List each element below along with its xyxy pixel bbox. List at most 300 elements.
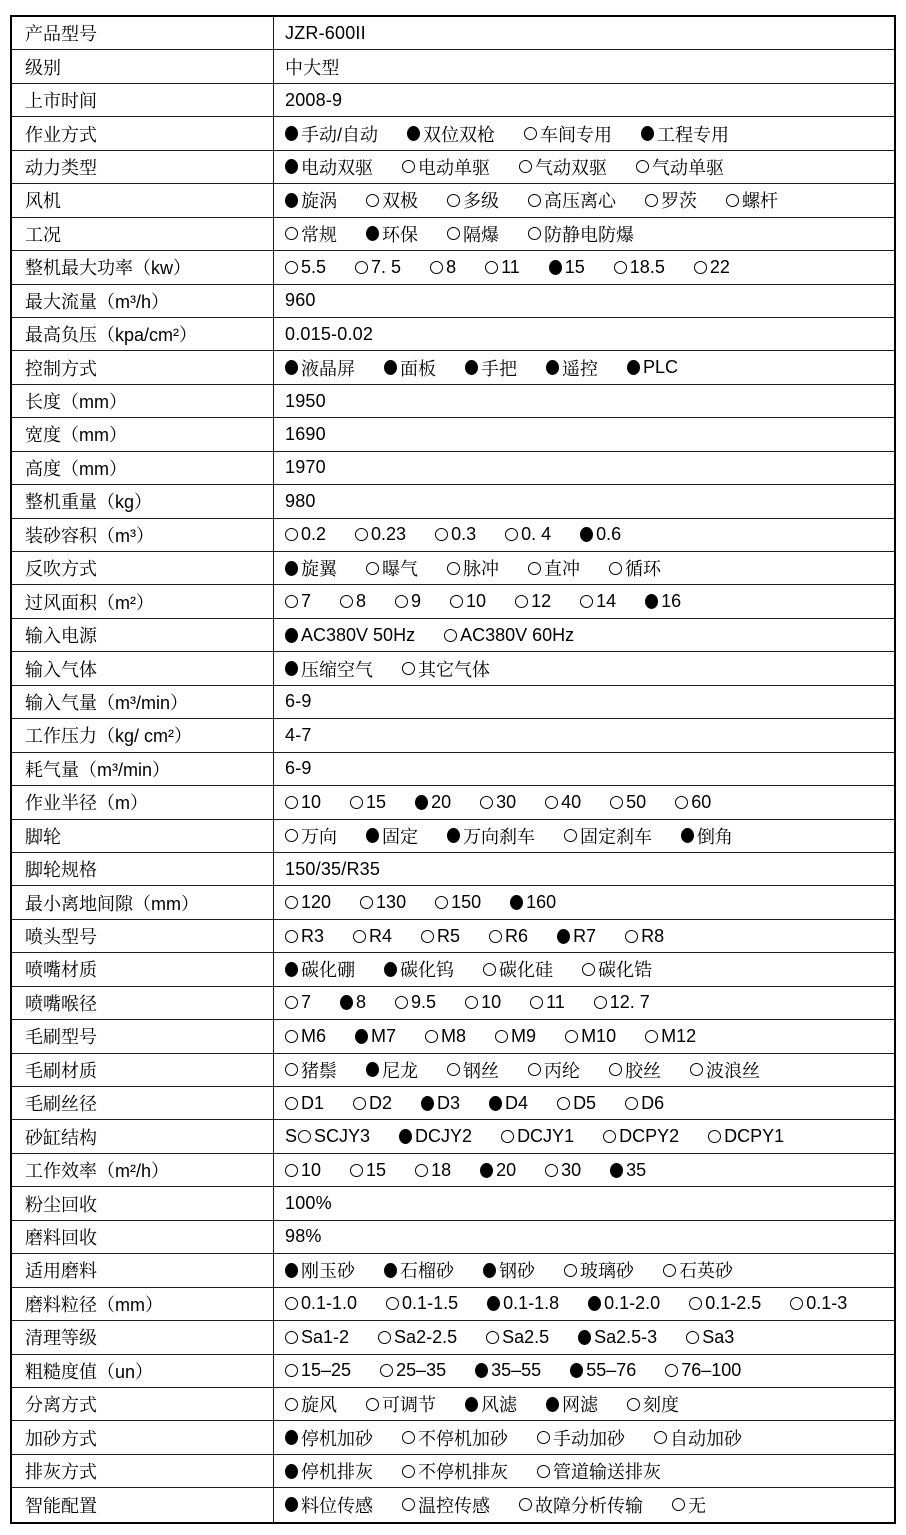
option-label: 20: [431, 791, 452, 812]
radio-unselected-icon: [450, 595, 463, 608]
spec-value-cell: [274, 886, 894, 918]
option-label: 故障分析传输: [535, 1495, 643, 1516]
radio-selected-icon: [407, 126, 420, 141]
radio-unselected-icon: [415, 1164, 428, 1177]
radio-selected-icon: [627, 360, 640, 375]
option-label: 刚玉砂: [301, 1261, 355, 1282]
spec-option: [384, 355, 436, 381]
option-label: 不停机加砂: [418, 1428, 508, 1449]
spec-option: [366, 221, 418, 247]
spec-option: [285, 524, 326, 545]
option-label: 手动加砂: [553, 1428, 625, 1449]
radio-unselected-icon: [395, 595, 408, 608]
table-row: [12, 17, 894, 50]
spec-label: 智能配置: [12, 1488, 274, 1521]
spec-option: [645, 1026, 696, 1047]
radio-unselected-icon: [447, 227, 460, 240]
spec-option: [435, 892, 481, 913]
radio-unselected-icon: [340, 595, 353, 608]
option-label: M7: [371, 1025, 397, 1046]
option-label: Sa2.5: [502, 1326, 550, 1347]
table-row: [12, 184, 894, 217]
radio-unselected-icon: [790, 1297, 803, 1310]
spec-option: [510, 892, 556, 913]
spec-option: [694, 257, 730, 278]
spec-label: 控制方式: [12, 351, 274, 383]
spec-value-cell: [274, 619, 894, 651]
radio-unselected-icon: [564, 829, 577, 842]
spec-option: [483, 956, 553, 982]
radio-selected-icon: [645, 594, 658, 609]
radio-unselected-icon: [366, 562, 379, 575]
spec-option: [366, 823, 418, 849]
radio-unselected-icon: [350, 1164, 363, 1177]
spec-value-cell: [274, 485, 894, 517]
radio-unselected-icon: [545, 796, 558, 809]
table-row: [12, 1120, 894, 1153]
radio-unselected-icon: [402, 160, 415, 173]
radio-unselected-icon: [614, 261, 627, 274]
spec-option: [402, 1492, 490, 1518]
spec-label: 输入气量（m³/min）: [12, 686, 274, 718]
spec-value-cell: [274, 719, 894, 751]
radio-unselected-icon: [465, 996, 478, 1009]
spec-label: 产品型号: [12, 17, 274, 49]
spec-option: [285, 1327, 349, 1348]
radio-selected-icon: [285, 159, 298, 174]
radio-unselected-icon: [625, 1097, 638, 1110]
radio-unselected-icon: [524, 127, 537, 140]
spec-value: 1950: [285, 390, 326, 411]
option-label: 旋涡: [301, 191, 337, 212]
spec-option: [285, 956, 355, 982]
spec-label: 磨料回收: [12, 1221, 274, 1253]
radio-selected-icon: [578, 1330, 591, 1345]
radio-selected-icon: [480, 1163, 493, 1178]
option-label: 0.23: [371, 524, 407, 545]
spec-option: [663, 1257, 733, 1283]
spec-value-cell: [274, 418, 894, 450]
radio-selected-icon: [285, 661, 298, 676]
radio-selected-icon: [355, 1029, 368, 1044]
radio-unselected-icon: [435, 528, 448, 541]
spec-label: 装砂容积（m³）: [12, 519, 274, 551]
option-label: 脉冲: [463, 559, 499, 580]
spec-label: 整机重量（kg）: [12, 485, 274, 517]
radio-unselected-icon: [485, 261, 498, 274]
spec-option: [557, 926, 596, 947]
spec-option: [537, 1458, 661, 1484]
spec-option: [726, 187, 778, 213]
spec-option: [505, 524, 551, 545]
option-label: 温控传感: [418, 1495, 490, 1516]
radio-selected-icon: [285, 126, 298, 141]
option-label: 其它气体: [418, 659, 490, 680]
spec-option: [285, 1257, 355, 1283]
option-label: 手动/自动: [301, 124, 379, 145]
option-label: 电动双驱: [301, 157, 373, 178]
option-label: 不停机排灰: [418, 1462, 508, 1483]
spec-label: 最高负压（kpa/cm²）: [12, 318, 274, 350]
option-label: 0.1-1.5: [402, 1293, 459, 1314]
option-label: 无: [688, 1495, 706, 1516]
spec-option: [285, 625, 415, 646]
radio-selected-icon: [489, 1096, 502, 1111]
radio-unselected-icon: [537, 1465, 550, 1478]
option-label: 22: [709, 256, 730, 277]
option-label: R5: [437, 925, 461, 946]
spec-option: [355, 524, 406, 545]
spec-option: [380, 1360, 446, 1381]
spec-value-cell: [274, 351, 894, 383]
radio-unselected-icon: [675, 796, 688, 809]
radio-unselected-icon: [645, 1030, 658, 1043]
spec-value: 150/35/R35: [285, 858, 381, 879]
spec-option: [350, 792, 386, 813]
table-row: [12, 552, 894, 585]
option-label: 18.5: [629, 256, 665, 277]
spec-option: [378, 1327, 457, 1348]
spec-option: [285, 121, 378, 147]
spec-label: 磨料粒径（mm）: [12, 1288, 274, 1320]
radio-unselected-icon: [285, 528, 298, 541]
option-label: 0. 4: [521, 524, 552, 545]
table-row: [12, 385, 894, 418]
spec-option: [515, 591, 551, 612]
spec-option: [285, 792, 321, 813]
option-label: 网滤: [562, 1395, 598, 1416]
option-label: D6: [641, 1092, 665, 1113]
radio-selected-icon: [557, 929, 570, 944]
radio-selected-icon: [384, 360, 397, 375]
spec-option: [285, 257, 326, 278]
spec-option: [285, 1057, 337, 1083]
spec-option: [480, 1160, 516, 1181]
spec-label: 上市时间: [12, 84, 274, 116]
radio-unselected-icon: [483, 963, 496, 976]
spec-label: 过风面积（m²）: [12, 585, 274, 617]
spec-label: 加砂方式: [12, 1421, 274, 1453]
radio-unselected-icon: [515, 595, 528, 608]
spec-value-cell: [274, 686, 894, 718]
spec-option: [528, 1057, 580, 1083]
spec-option: [465, 1391, 517, 1417]
radio-unselected-icon: [489, 930, 502, 943]
option-label: 多级: [463, 191, 499, 212]
radio-unselected-icon: [444, 629, 457, 642]
table-row: [12, 1187, 894, 1220]
spec-label: 喷嘴喉径: [12, 987, 274, 1019]
spec-value-cell: [274, 117, 894, 149]
option-label: 0.1-2.5: [705, 1293, 762, 1314]
spec-label: 动力类型: [12, 151, 274, 183]
radio-selected-icon: [510, 895, 523, 910]
radio-unselected-icon: [355, 261, 368, 274]
spec-value-cell: [274, 318, 894, 350]
radio-selected-icon: [546, 1397, 559, 1412]
option-label: 刻度: [643, 1395, 679, 1416]
option-label: 40: [561, 791, 582, 812]
spec-label: 工作效率（m²/h）: [12, 1154, 274, 1186]
spec-option: [530, 992, 565, 1013]
spec-value-cell: [274, 1154, 894, 1186]
spec-option: [384, 956, 454, 982]
radio-unselected-icon: [285, 796, 298, 809]
radio-unselected-icon: [486, 1331, 499, 1344]
radio-selected-icon: [285, 962, 298, 977]
spec-value-cell: [274, 920, 894, 952]
radio-unselected-icon: [610, 796, 623, 809]
radio-selected-icon: [546, 360, 559, 375]
radio-unselected-icon: [519, 160, 532, 173]
radio-unselected-icon: [694, 261, 707, 274]
spec-value-cell: [274, 953, 894, 985]
spec-option: [340, 591, 366, 612]
option-label: 15: [366, 1159, 387, 1180]
option-label: 循环: [625, 559, 661, 580]
radio-unselected-icon: [298, 1130, 311, 1143]
radio-unselected-icon: [285, 1063, 298, 1076]
option-label: 手把: [481, 358, 517, 379]
spec-option: [350, 1160, 386, 1181]
spec-option: [645, 187, 697, 213]
option-label: 20: [496, 1159, 517, 1180]
spec-value-cell: [274, 652, 894, 684]
spec-option: [360, 892, 406, 913]
option-label: 万向刹车: [463, 826, 535, 847]
spec-label: 输入气体: [12, 652, 274, 684]
radio-unselected-icon: [582, 963, 595, 976]
option-label: 8: [356, 992, 367, 1013]
spec-option: [395, 591, 421, 612]
spec-option: [528, 555, 580, 581]
option-prefix: S: [285, 1126, 298, 1147]
spec-option: [465, 355, 517, 381]
option-label: 停机加砂: [301, 1428, 373, 1449]
product-spec-table: [10, 15, 896, 1524]
option-label: 面板: [400, 358, 436, 379]
option-label: 液晶屏: [301, 358, 355, 379]
table-row: [12, 1321, 894, 1354]
spec-option: [447, 221, 499, 247]
option-label: 压缩空气: [301, 659, 373, 680]
spec-option: [421, 1093, 460, 1114]
option-label: 旋风: [301, 1395, 337, 1416]
option-label: 0.6: [596, 524, 622, 545]
radio-selected-icon: [580, 527, 593, 542]
spec-option: [435, 524, 476, 545]
table-row: [12, 351, 894, 384]
radio-unselected-icon: [360, 896, 373, 909]
table-row: [12, 1221, 894, 1254]
spec-label: 耗气量（m³/min）: [12, 753, 274, 785]
spec-option: [340, 992, 366, 1013]
option-label: 0.1-3: [806, 1293, 848, 1314]
option-label: 车间专用: [540, 124, 613, 145]
spec-option: [386, 1293, 458, 1314]
radio-unselected-icon: [726, 194, 739, 207]
spec-value-cell: [274, 1221, 894, 1253]
option-label: D4: [505, 1092, 529, 1113]
radio-unselected-icon: [447, 1063, 460, 1076]
option-label: 尼龙: [382, 1060, 418, 1081]
spec-option: [578, 1327, 657, 1348]
spec-option: [528, 221, 634, 247]
spec-option: [557, 1093, 596, 1114]
radio-unselected-icon: [425, 1030, 438, 1043]
spec-option: [285, 1391, 337, 1417]
table-row: [12, 1455, 894, 1488]
spec-option: [625, 926, 664, 947]
radio-unselected-icon: [627, 1398, 640, 1411]
option-label: 风滤: [481, 1395, 517, 1416]
spec-label: 喷头型号: [12, 920, 274, 952]
radio-selected-icon: [588, 1296, 601, 1311]
option-label: 曝气: [382, 559, 418, 580]
option-label: 35–55: [491, 1360, 542, 1381]
spec-value-cell: [274, 385, 894, 417]
spec-option: [501, 1126, 574, 1147]
radio-selected-icon: [570, 1363, 583, 1378]
option-label: AC380V 60Hz: [460, 624, 575, 645]
option-label: 35: [626, 1159, 647, 1180]
spec-label: 作业半径（m）: [12, 786, 274, 818]
radio-unselected-icon: [665, 1364, 678, 1377]
option-label: 0.3: [451, 524, 477, 545]
table-row: [12, 1054, 894, 1087]
spec-label: 整机最大功率（kw）: [12, 251, 274, 283]
option-label: 30: [496, 791, 517, 812]
option-label: 双位双枪: [423, 124, 496, 145]
spec-option: [672, 1492, 706, 1518]
spec-label: 粉尘回收: [12, 1187, 274, 1219]
radio-selected-icon: [549, 260, 562, 275]
radio-selected-icon: [366, 828, 379, 843]
table-row: [12, 485, 894, 518]
spec-option: [425, 1026, 466, 1047]
option-label: 25–35: [396, 1360, 447, 1381]
radio-unselected-icon: [380, 1364, 393, 1377]
radio-unselected-icon: [519, 1498, 532, 1511]
spec-label: 工况: [12, 218, 274, 250]
spec-option: [285, 1293, 357, 1314]
radio-unselected-icon: [565, 1030, 578, 1043]
option-label: 波浪丝: [706, 1060, 760, 1081]
option-label: 15: [564, 256, 585, 277]
spec-option: [609, 555, 661, 581]
option-label: 自动加砂: [670, 1428, 742, 1449]
table-row: [12, 519, 894, 552]
radio-unselected-icon: [636, 160, 649, 173]
option-label: 18: [431, 1159, 452, 1180]
radio-selected-icon: [641, 126, 654, 141]
spec-label: 喷嘴材质: [12, 953, 274, 985]
radio-selected-icon: [285, 1430, 298, 1445]
radio-selected-icon: [285, 1263, 298, 1278]
spec-value: 2008-9: [285, 89, 343, 110]
radio-unselected-icon: [402, 1465, 415, 1478]
table-row: [12, 953, 894, 986]
spec-value: 0.015-0.02: [285, 323, 374, 344]
spec-option: [402, 1425, 508, 1451]
spec-option: [689, 1293, 761, 1314]
radio-selected-icon: [487, 1296, 500, 1311]
spec-option: [402, 656, 490, 682]
option-label: 76–100: [681, 1360, 742, 1381]
radio-unselected-icon: [285, 1331, 298, 1344]
spec-value-cell: [274, 1355, 894, 1387]
radio-unselected-icon: [285, 261, 298, 274]
option-label: 16: [661, 591, 682, 612]
spec-value: 1970: [285, 457, 326, 478]
radio-unselected-icon: [609, 562, 622, 575]
table-row: [12, 318, 894, 351]
spec-option: [421, 926, 460, 947]
option-label: Sa2.5-3: [594, 1326, 658, 1347]
spec-label: 毛刷材质: [12, 1054, 274, 1086]
spec-option: [570, 1360, 636, 1381]
radio-unselected-icon: [430, 261, 443, 274]
spec-value-cell: [274, 50, 894, 82]
spec-value-cell: [274, 753, 894, 785]
spec-value-cell: [274, 552, 894, 584]
spec-value-cell: [274, 1321, 894, 1353]
table-row: [12, 619, 894, 652]
table-row: [12, 251, 894, 284]
spec-option: [285, 1026, 326, 1047]
option-label: 130: [376, 892, 407, 913]
spec-option: [402, 1458, 508, 1484]
table-row: [12, 786, 894, 819]
radio-selected-icon: [285, 193, 298, 208]
option-label: 遥控: [562, 358, 598, 379]
radio-selected-icon: [421, 1096, 434, 1111]
option-label: R3: [301, 925, 325, 946]
option-label: 高压离心: [544, 191, 616, 212]
option-label: 150: [451, 892, 482, 913]
radio-unselected-icon: [689, 1297, 702, 1310]
table-row: [12, 1154, 894, 1187]
option-label: AC380V 50Hz: [301, 624, 416, 645]
spec-option: [285, 926, 324, 947]
spec-option: [580, 524, 621, 545]
option-label: 14: [596, 591, 617, 612]
table-row: [12, 1488, 894, 1521]
option-label: D3: [437, 1092, 461, 1113]
spec-option: [447, 187, 499, 213]
spec-option: [636, 154, 724, 180]
spec-label: 脚轮: [12, 820, 274, 852]
spec-option: [450, 591, 486, 612]
option-label: Sa1-2: [301, 1326, 350, 1347]
table-row: [12, 1288, 894, 1321]
spec-option: [353, 1093, 392, 1114]
spec-value: 980: [285, 490, 316, 511]
spec-label: 清理等级: [12, 1321, 274, 1353]
option-label: 碳化钨: [400, 960, 454, 981]
option-label: 50: [626, 791, 647, 812]
table-row: [12, 117, 894, 150]
option-label: 钢砂: [499, 1261, 535, 1282]
option-label: 可调节: [382, 1395, 436, 1416]
radio-unselected-icon: [350, 796, 363, 809]
spec-option: [366, 555, 418, 581]
spec-value-cell: [274, 285, 894, 317]
spec-option: [285, 591, 311, 612]
table-row: [12, 585, 894, 618]
option-label: 双极: [382, 191, 418, 212]
table-row: [12, 686, 894, 719]
